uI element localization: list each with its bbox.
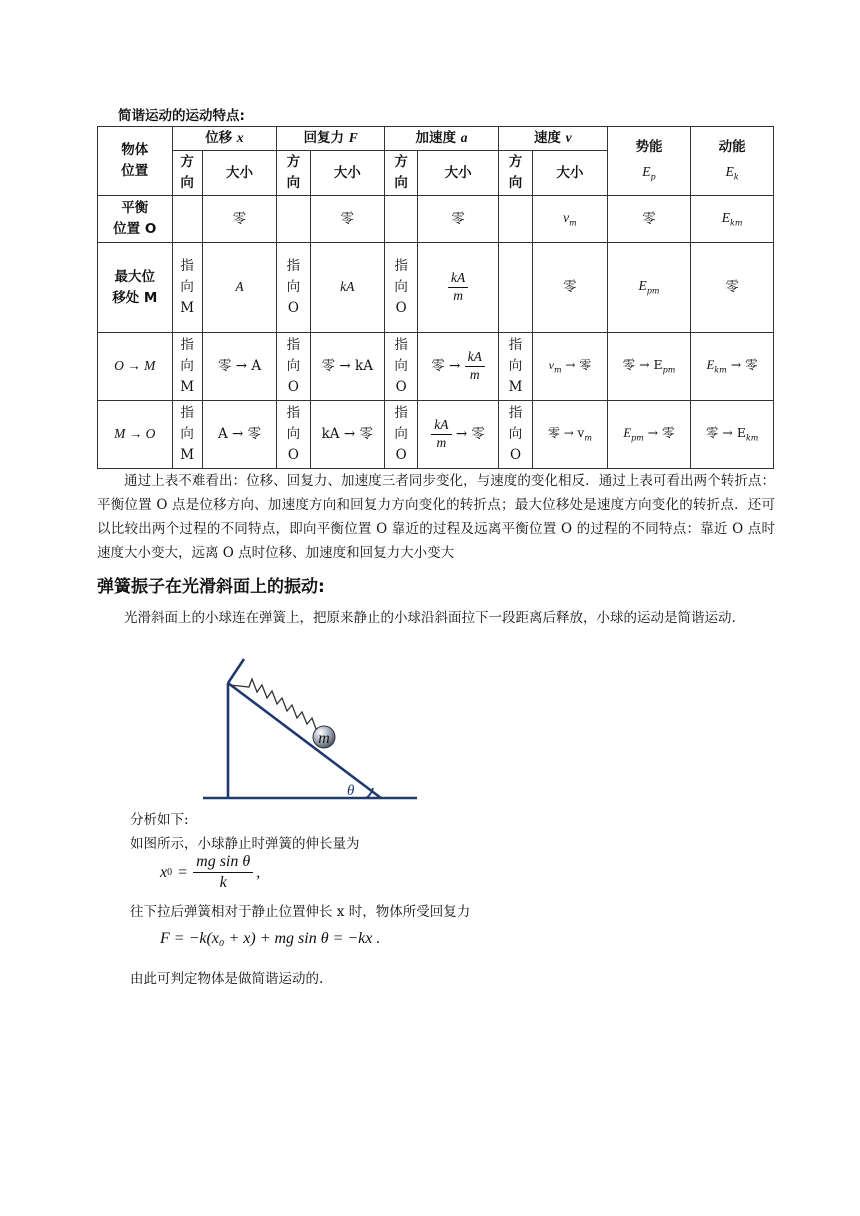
subheader-magnitude: 大小 — [533, 151, 608, 196]
cell: kA — [310, 243, 385, 333]
cell: 零 → $E_{pm}$ — [607, 333, 691, 401]
cell: 指 向 O — [385, 333, 418, 401]
cell: $v_m$ — [533, 196, 608, 243]
cell: A — [202, 243, 277, 333]
subheader-magnitude: 大小 — [418, 151, 499, 196]
cell — [498, 243, 532, 333]
cell: 指 向 M — [498, 333, 532, 401]
cell: A → 零 — [202, 401, 277, 469]
incline-line — [228, 683, 381, 798]
analysis-line-2: 往下拉后弹簧相对于静止位置伸长 x 时，物体所受回复力 — [130, 904, 471, 920]
table-row — [98, 243, 774, 333]
cell: 指 向 O — [277, 243, 310, 333]
subheader-magnitude: 大小 — [310, 151, 385, 196]
equation-restoring-force: F = −k(x₀ + x) + mg sin θ = −kx . — [160, 930, 381, 947]
cell: $E_{pm}$ — [607, 243, 691, 333]
ball-label: m — [318, 730, 330, 747]
row-label-equilibrium: 平衡 位置 O — [98, 196, 173, 243]
subheader-direction: 方 向 — [172, 151, 202, 196]
cell: 指 向 O — [277, 401, 310, 469]
cell: $\frac{kA}{m}$ → 零 — [418, 401, 499, 469]
cell: 零 — [533, 243, 608, 333]
row-label-max-displacement: 最大位 移处 M — [98, 243, 173, 333]
motion-characteristics-table — [97, 126, 774, 469]
analysis-line-1: 如图所示，小球静止时弹簧的伸长量为 — [130, 836, 360, 852]
intro-paragraph: 光滑斜面上的小球连在弹簧上，把原来静止的小球沿斜面拉下一段距离后释放，小球的运动是简谐运动. — [124, 610, 736, 626]
row-label-o-to-m: O → M — [98, 333, 173, 401]
header-restoring-force: 回复力 F — [277, 127, 385, 151]
subheader-direction: 方 向 — [277, 151, 310, 196]
section-heading: 弹簧振子在光滑斜面上的振动: — [97, 577, 325, 597]
header-displacement: 位移 x — [172, 127, 277, 151]
cell: 零 → A — [202, 333, 277, 401]
subheader-direction: 方 向 — [385, 151, 418, 196]
cell: 指 向 O — [385, 243, 418, 333]
header-potential-energy: 势能 $E_p$ — [607, 127, 691, 196]
angle-label: θ — [347, 783, 355, 799]
cell: 指 向 M — [172, 401, 202, 469]
incline-spring-figure — [195, 655, 425, 805]
cell: $E_{km}$ — [691, 196, 774, 243]
cell: 指 向 O — [385, 401, 418, 469]
table-caption: 简谐运动的运动特点: — [118, 108, 245, 124]
cell — [385, 196, 418, 243]
wall-top-line — [228, 659, 244, 683]
header-velocity: 速度 v — [498, 127, 607, 151]
cell: 零 — [202, 196, 277, 243]
cell — [172, 196, 202, 243]
cell: 零 → kA — [310, 333, 385, 401]
table-row — [98, 401, 774, 469]
cell: 零 — [418, 196, 499, 243]
summary-paragraph: 通过上表不难看出：位移、回复力、加速度三者同步变化，与速度的变化相反．通过上表可看出两个转折点：平衡位置 O 点是位移方向、加速度方向和回复力方向变化的转折点；最大位移处是速度方向变化的转折点．还可以比较出两个过程的不同特点，即向平衡位置 O 靠近的过程及远离平衡位置 O 的过程的不同特点：靠近 O 点时速度大小变大，远离 O 点时位移、加速度和回复力大小变大 — [97, 473, 775, 561]
table-row — [98, 196, 774, 243]
spring-coil — [230, 679, 325, 736]
subheader-direction: 方 向 — [498, 151, 532, 196]
cell: 指 向 O — [277, 333, 310, 401]
cell — [498, 196, 532, 243]
subheader-magnitude: 大小 — [202, 151, 277, 196]
header-object-position: 物体 位置 — [98, 127, 173, 196]
cell: 零 — [310, 196, 385, 243]
cell: $v_m$ → 零 — [533, 333, 608, 401]
cell: 零 — [691, 243, 774, 333]
cell: $E_{km}$ → 零 — [691, 333, 774, 401]
cell: 指 向 M — [172, 243, 202, 333]
row-label-m-to-o: M → O — [98, 401, 173, 469]
cell: 零 — [607, 196, 691, 243]
cell: 指 向 M — [172, 333, 202, 401]
cell: $E_{pm}$ → 零 — [607, 401, 691, 469]
header-acceleration: 加速度 a — [385, 127, 499, 151]
cell — [277, 196, 310, 243]
cell: 零 → $\frac{kA}{m}$ — [418, 333, 499, 401]
header-kinetic-energy: 动能 $E_k$ — [691, 127, 774, 196]
equation-x0: x 0 = $\frac{\text{mg sin θ}}{k}$ , — [160, 853, 261, 891]
cell: kA → 零 — [310, 401, 385, 469]
analysis-title: 分析如下: — [130, 812, 189, 828]
table-row — [98, 333, 774, 401]
cell: 指 向 O — [498, 401, 532, 469]
cell: $\frac{kA}{m}$ — [418, 243, 499, 333]
cell: 零 → $E_{km}$ — [691, 401, 774, 469]
conclusion-line: 由此可判定物体是做简谐运动的. — [130, 971, 324, 987]
cell: 零 → $v_m$ — [533, 401, 608, 469]
